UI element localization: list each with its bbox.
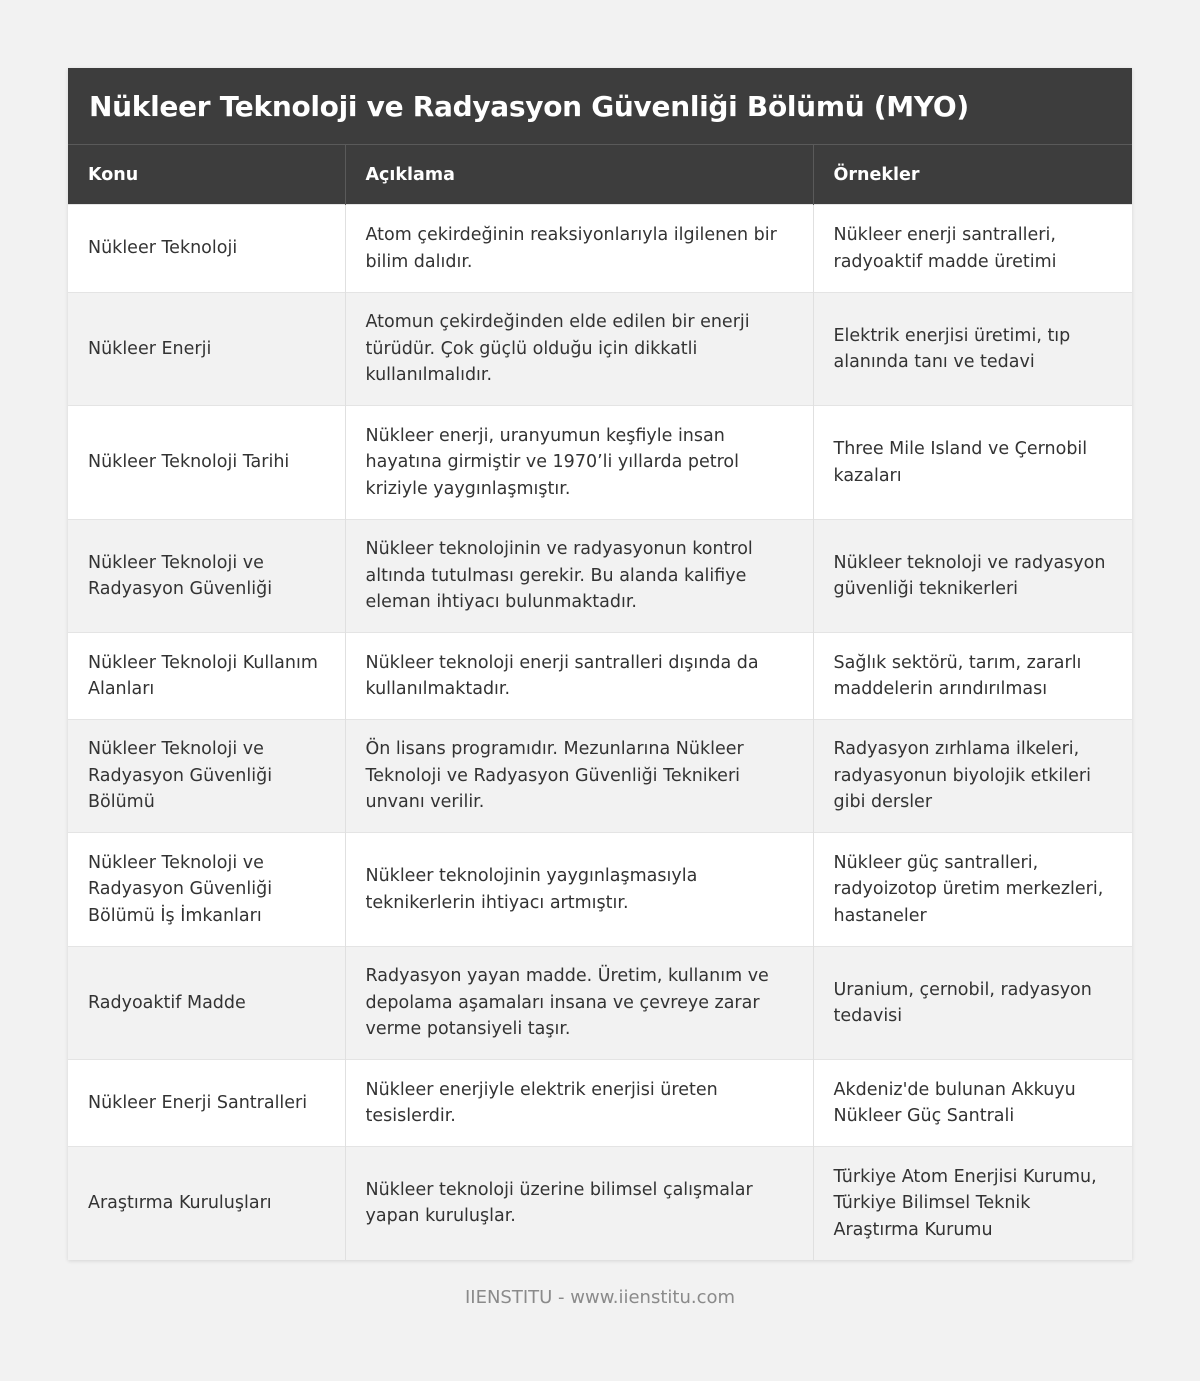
cell-ornekler: Uranium, çernobil, radyasyon tedavisi xyxy=(813,947,1132,1060)
cell-aciklama: Nükleer teknoloji üzerine bilimsel çalışmalar yapan kuruluşlar. xyxy=(345,1147,813,1260)
table-row xyxy=(68,293,1132,406)
footer-credit: IIENSTITU - www.iienstitu.com xyxy=(464,1287,736,1308)
table-row xyxy=(68,1147,1132,1260)
column-header-konu: Konu xyxy=(68,145,345,205)
cell-aciklama: Atomun çekirdeğinden elde edilen bir enerji türüdür. Çok güçlü olduğu için dikkatli kullanılmalıdır. xyxy=(345,293,813,406)
cell-aciklama: Nükleer teknoloji enerji santralleri dışında da kullanılmaktadır. xyxy=(345,633,813,720)
cell-aciklama: Nükleer enerji, uranyumun keşfiyle insan hayatına girmiştir ve 1970’li yıllarda petrol kriziyle yaygınlaşmıştır. xyxy=(345,406,813,520)
cell-konu: Nükleer Enerji Santralleri xyxy=(68,1060,345,1147)
cell-ornekler: Radyasyon zırhlama ilkeleri, radyasyonun biyolojik etkileri gibi dersler xyxy=(813,720,1132,833)
cell-ornekler: Nükleer güç santralleri, radyoizotop üretim merkezleri, hastaneler xyxy=(813,833,1132,947)
cell-ornekler: Three Mile Island ve Çernobil kazaları xyxy=(813,406,1132,520)
cell-konu: Araştırma Kuruluşları xyxy=(68,1147,345,1260)
cell-ornekler: Elektrik enerjisi üretimi, tıp alanında tanı ve tedavi xyxy=(813,293,1132,406)
table-row xyxy=(68,406,1132,520)
table-row xyxy=(68,520,1132,633)
data-table xyxy=(68,144,1132,1260)
header-row xyxy=(68,145,1132,205)
cell-konu: Nükleer Teknoloji ve Radyasyon Güvenliği Bölümü İş İmkanları xyxy=(68,833,345,947)
cell-aciklama: Atom çekirdeğinin reaksiyonlarıyla ilgilenen bir bilim dalıdır. xyxy=(345,205,813,293)
cell-aciklama: Radyasyon yayan madde. Üretim, kullanım ve depolama aşamaları insana ve çevreye zarar verme potansiyeli taşır. xyxy=(345,947,813,1060)
cell-konu: Nükleer Teknoloji xyxy=(68,205,345,293)
cell-aciklama: Nükleer teknolojinin yaygınlaşmasıyla teknikerlerin ihtiyacı artmıştır. xyxy=(345,833,813,947)
table-row xyxy=(68,205,1132,293)
cell-ornekler: Akdeniz'de bulunan Akkuyu Nükleer Güç Santrali xyxy=(813,1060,1132,1147)
table-row xyxy=(68,833,1132,947)
page-title: Nükleer Teknoloji ve Radyasyon Güvenliği Bölümü (MYO) xyxy=(89,89,969,123)
table-header xyxy=(68,145,1132,205)
cell-konu: Nükleer Teknoloji ve Radyasyon Güvenliği Bölümü xyxy=(68,720,345,833)
cell-aciklama: Nükleer enerjiyle elektrik enerjisi üreten tesislerdir. xyxy=(345,1060,813,1147)
column-header-aciklama: Açıklama xyxy=(345,145,813,205)
cell-aciklama: Nükleer teknolojinin ve radyasyonun kontrol altında tutulması gerekir. Bu alanda kalifiye eleman ihtiyacı bulunmaktadır. xyxy=(345,520,813,633)
cell-konu: Nükleer Teknoloji ve Radyasyon Güvenliği xyxy=(68,520,345,633)
table-row xyxy=(68,720,1132,833)
cell-konu: Nükleer Teknoloji Tarihi xyxy=(68,406,345,520)
table-row xyxy=(68,947,1132,1060)
title-bar xyxy=(68,68,1132,144)
cell-ornekler: Nükleer enerji santralleri, radyoaktif madde üretimi xyxy=(813,205,1132,293)
table-row xyxy=(68,1060,1132,1147)
cell-konu: Nükleer Teknoloji Kullanım Alanları xyxy=(68,633,345,720)
table-body xyxy=(68,205,1132,1260)
cell-konu: Nükleer Enerji xyxy=(68,293,345,406)
cell-konu: Radyoaktif Madde xyxy=(68,947,345,1060)
cell-ornekler: Nükleer teknoloji ve radyasyon güvenliği teknikerleri xyxy=(813,520,1132,633)
table-row xyxy=(68,633,1132,720)
cell-ornekler: Sağlık sektörü, tarım, zararlı maddelerin arındırılması xyxy=(813,633,1132,720)
table-card xyxy=(68,68,1132,1260)
cell-ornekler: Türkiye Atom Enerjisi Kurumu, Türkiye Bilimsel Teknik Araştırma Kurumu xyxy=(813,1147,1132,1260)
column-header-ornekler: Örnekler xyxy=(813,145,1132,205)
cell-aciklama: Ön lisans programıdır. Mezunlarına Nükleer Teknoloji ve Radyasyon Güvenliği Teknikeri unvanı verilir. xyxy=(345,720,813,833)
